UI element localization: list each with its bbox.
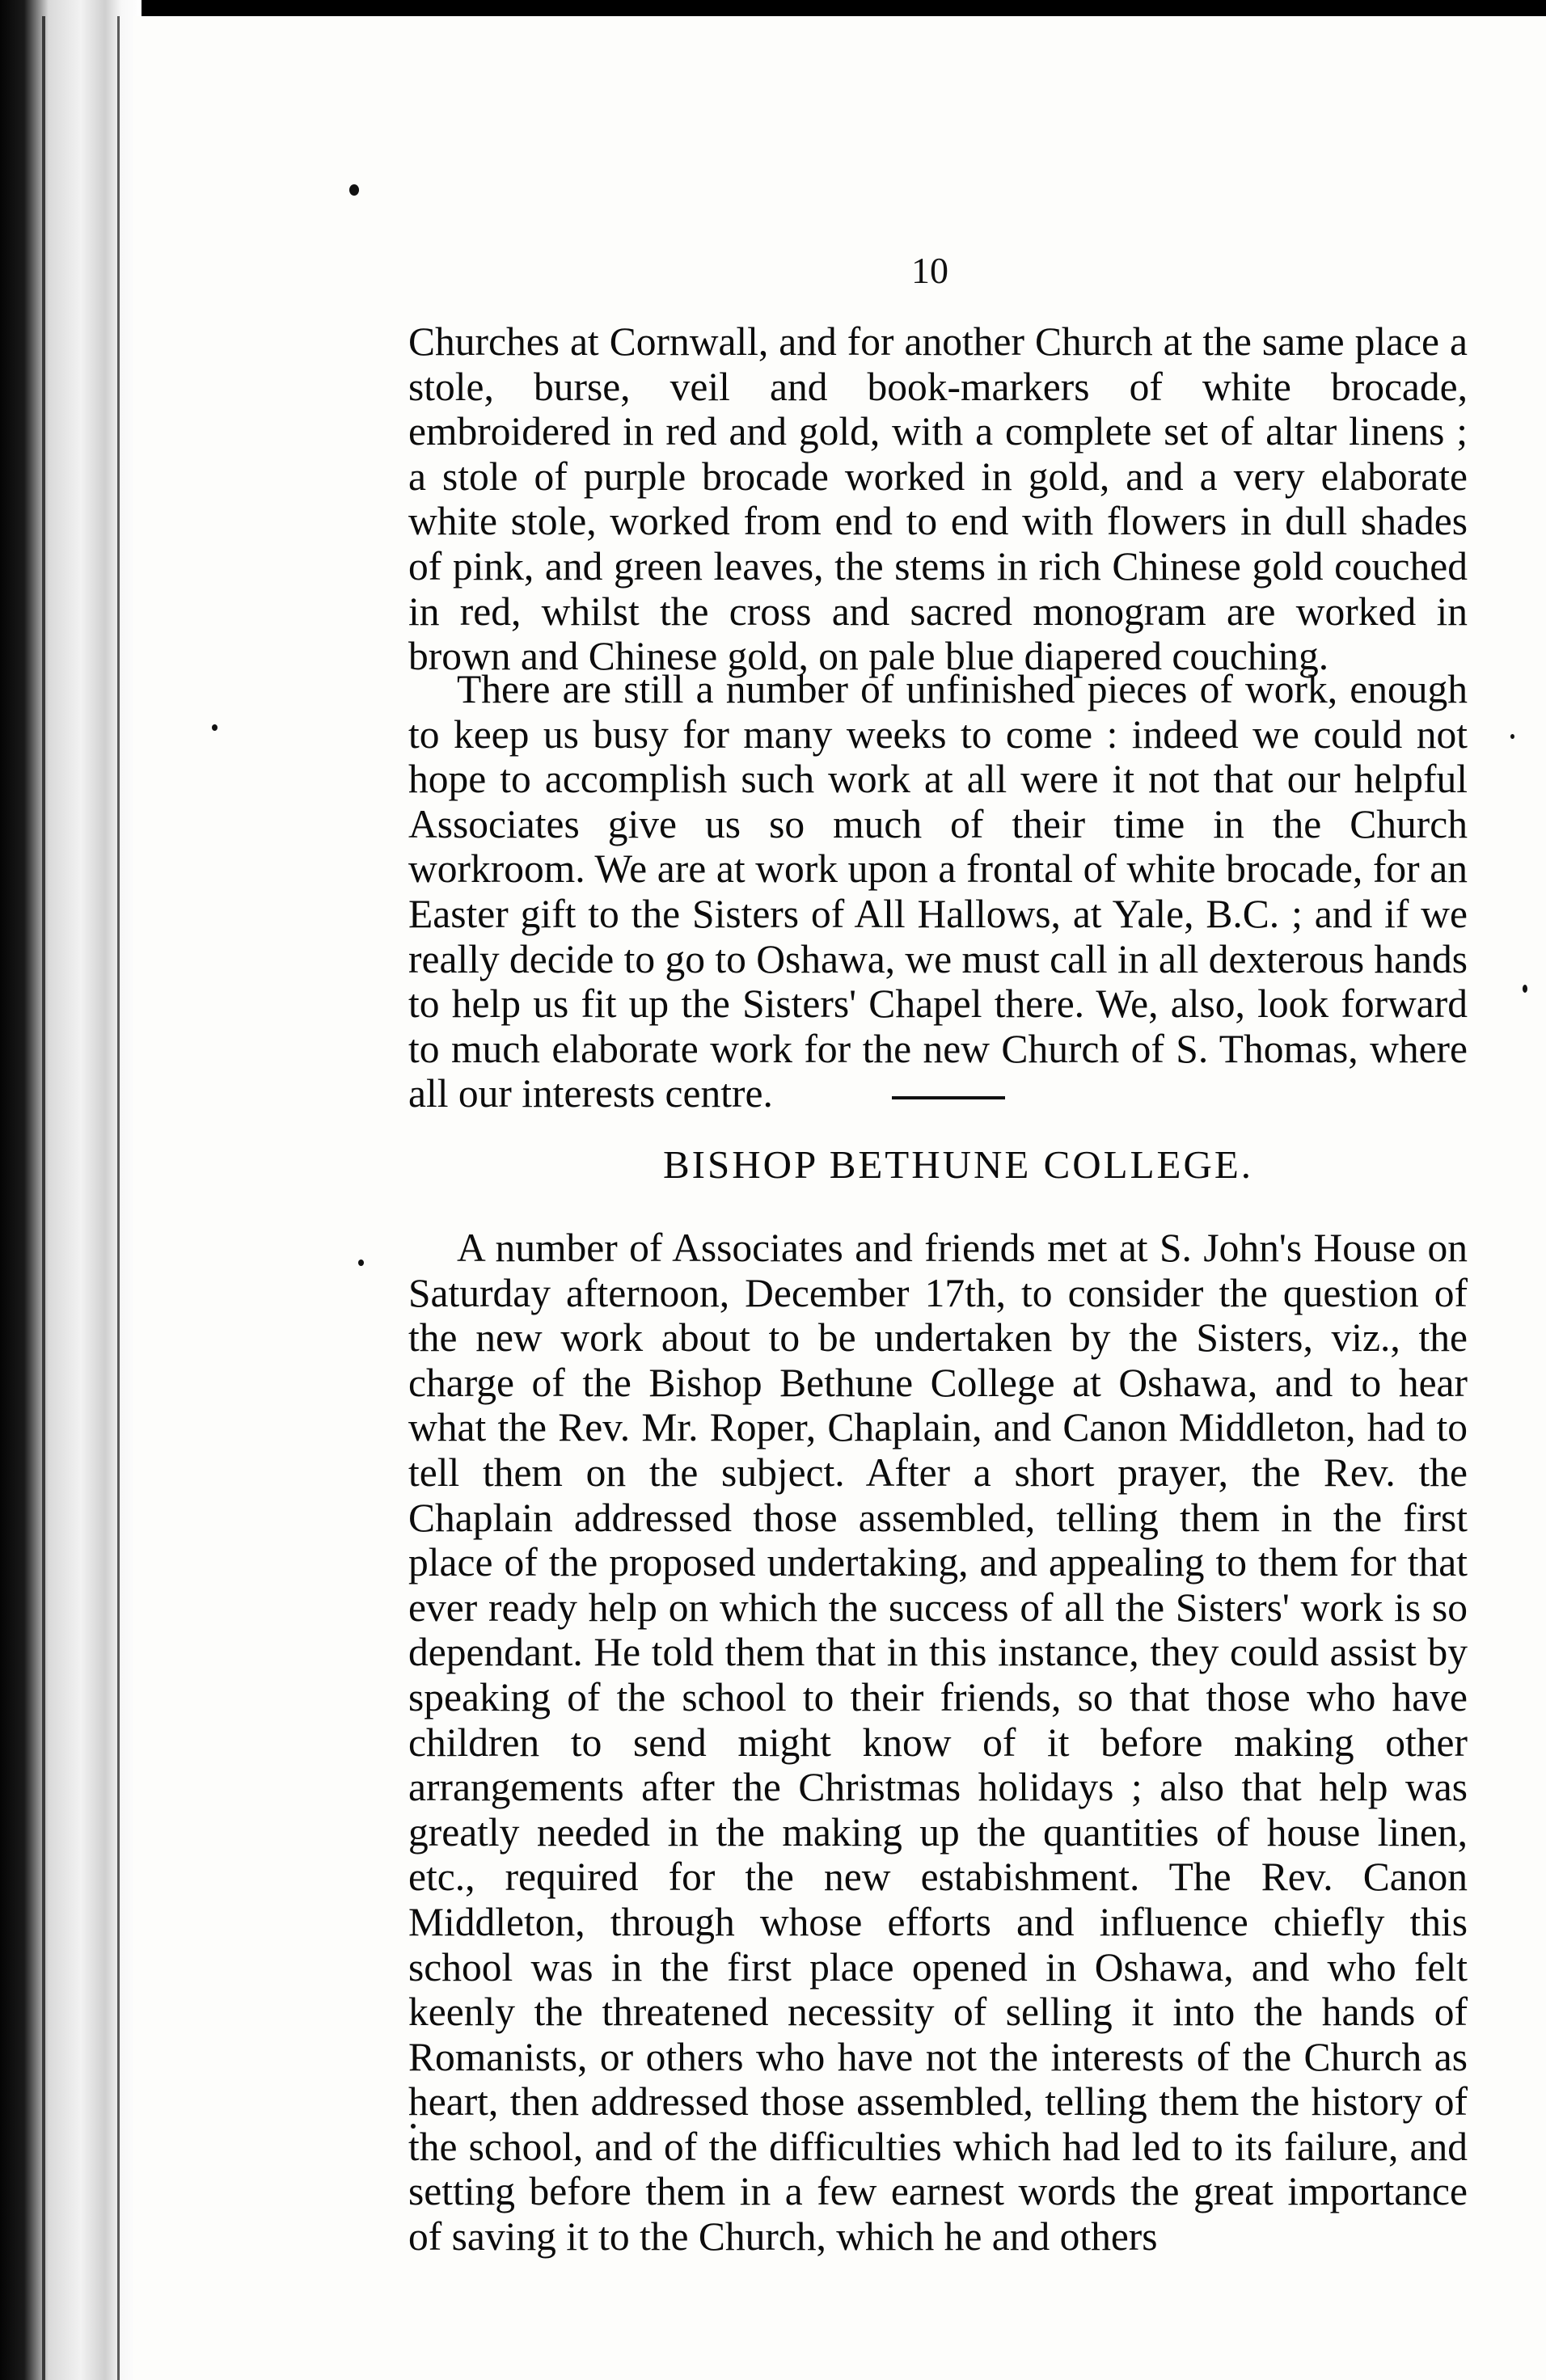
paragraph: There are still a number of unfinished pieces of work, enough to keep us busy for many weeks to come : indeed we could not hope to accomplish such work at all were it not that our helpful Associates give us so much of their time in the Church workroom. We are at work upon a frontal of white brocade, for an Easter gift to the Sisters of All Hallows, at Yale, B.C. ; and if we really decide to go to Oshawa, we must call in all dexterous hands to help us fit up the Sisters' Chapel there. We, also, look forward to much elaborate work for the new Church of S. Thomas, where all our interests centre. — [408, 667, 1468, 1116]
section-divider — [892, 1096, 1005, 1099]
paragraph: Churches at Cornwall, and for another Church at the same place a stole, burse, veil and book-markers of white brocade, embroidered in red and gold, with a complete set of altar linens ; a stole of purple brocade worked in gold, and a very elaborate white stole, worked from end to end with flowers in dull shades of pink, and green leaves, the stems in rich Chinese gold couched in red, whilst the cross and sacred monogram are worked in brown and Chinese gold, on pale blue diapered couching. — [408, 319, 1468, 679]
section-heading: BISHOP BETHUNE COLLEGE. — [662, 1142, 1254, 1187]
ink-speck — [1523, 985, 1527, 993]
binding-shadow-line — [42, 16, 45, 2380]
ink-speck — [212, 724, 218, 731]
book-binding-edge — [0, 0, 142, 2380]
page-number: 10 — [911, 250, 948, 291]
binding-shadow-line — [117, 16, 120, 2380]
ink-speck — [349, 184, 359, 196]
ink-speck — [1510, 734, 1514, 739]
text-block — [408, 319, 1468, 679]
text-block — [408, 667, 1468, 1116]
paragraph: A number of Associates and friends met at S. John's House on Saturday afternoon, December 17th, to consider the question of the new work about to be undertaken by the Sisters, viz., the charge of the Bishop Bethune College at Oshawa, and to hear what the Rev. Mr. Roper, Chaplain, and Canon Middleton, had to tell them on the subject. After a short prayer, the Rev. the Chaplain addressed those assembled, telling them in the first place of the proposed undertaking, and appealing to them for that ever ready help on which the success of all the Sisters' work is so dependant. He told them that in this instance, they could assist by speaking of the school to their friends, so that those who have children to send might know of it before making other arrangements after the Christmas holidays ; also that help was greatly needed in the making up the quantities of house linen, etc., required for the new estabishment. The Rev. Canon Middleton, through whose efforts and influence chiefly this school was in the first place opened in Oshawa, and who felt keenly the threatened necessity of selling it into the hands of Romanists, or others who have not the interests of the Church as heart, then addressed those assembled, telling them the history of the school, and of the difficulties which had led to its failure, and setting before them in a few earnest words the great importance of saving it to the Church, which he and others — [408, 1226, 1468, 2260]
ink-speck — [358, 1260, 364, 1266]
text-block — [408, 1226, 1468, 2260]
